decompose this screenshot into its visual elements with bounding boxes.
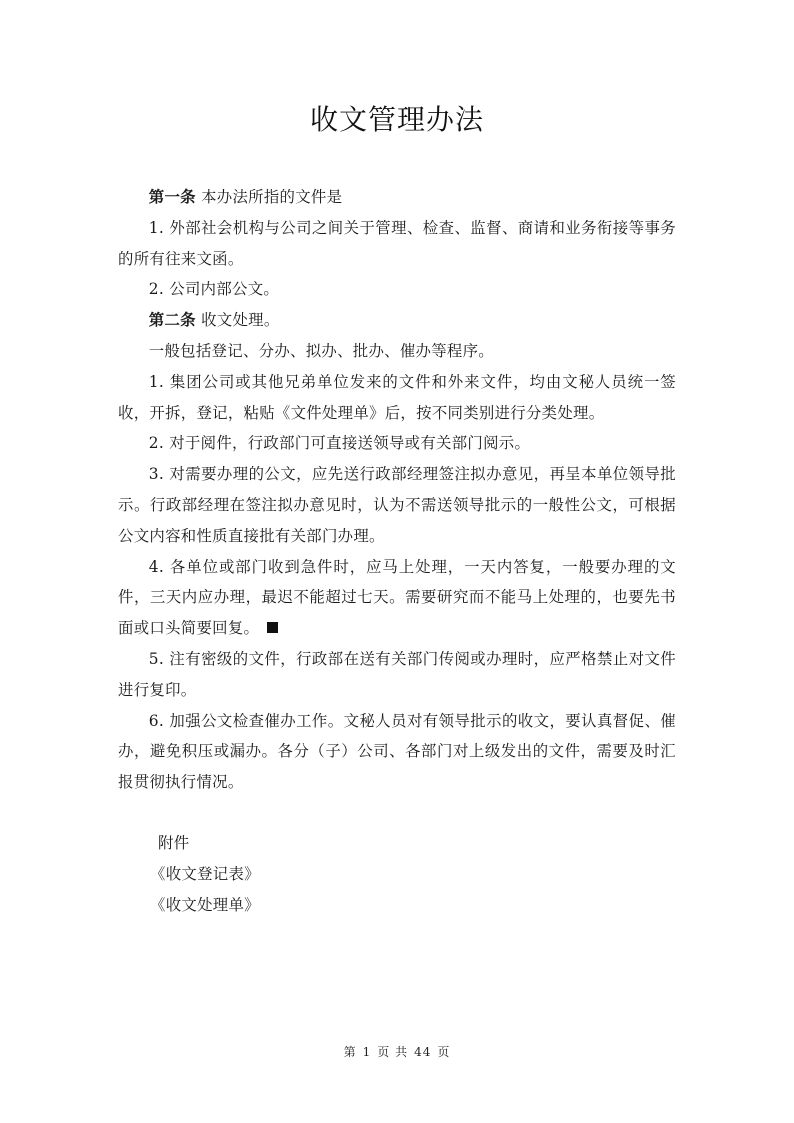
- page-footer: [0, 1043, 794, 1060]
- attachments-heading: 附件: [158, 833, 190, 852]
- footer-total-pages: 44: [414, 1045, 432, 1059]
- article-2-item-2: 2. 对于阅件，行政部门可直接送领导或有关部门阅示。: [148, 434, 531, 453]
- article-2-intro: 收文处理。: [201, 311, 280, 330]
- article-2-heading: 第二条: [148, 311, 196, 330]
- article-1-heading: 第一条: [148, 188, 196, 206]
- footer-suffix: 页: [437, 1045, 451, 1059]
- document-title: 收文管理办法: [309, 103, 484, 136]
- article-1: [118, 182, 676, 213]
- article-2-summary: 一般包括登记、分办、拟办、批办、催办等程序。: [148, 341, 494, 360]
- attachments-section: [118, 828, 676, 920]
- article-2-item-4: [118, 552, 676, 644]
- article-1-item-2: 2. 公司内部公文。: [148, 280, 280, 299]
- article-2: [118, 305, 676, 336]
- article-1-item-1: 1. 外部社会机构与公司之间关于管理、检查、监督、商请和业务衔接等事务的所有往来文函。: [118, 218, 676, 268]
- attachment-item-1: 《收文登记表》: [150, 864, 260, 883]
- article-2-item-5: 5. 注有密级的文件，行政部在送有关部门传阅或办理时，应严格禁止对文件进行复印。: [118, 649, 676, 699]
- document-body: [118, 182, 676, 920]
- end-mark-square-icon: [267, 622, 278, 633]
- article-1-intro: 本办法所指的文件是: [201, 188, 343, 206]
- article-2-item-3: 3. 对需要办理的公文，应先送行政部经理签注拟办意见，再呈本单位领导批示。行政部经理在签注拟办意见时，认为不需送领导批示的一般性公文，可根据公文内容和性质直接批有关部门办理。: [118, 465, 676, 545]
- article-2-item-1: 1. 集团公司或其他兄弟单位发来的文件和外来文件，均由文秘人员统一签收，开拆，登记，粘贴《文件处理单》后，按不同类别进行分类处理。: [118, 372, 676, 422]
- article-2-item-4-text: 4. 各单位或部门收到急件时，应马上处理，一天内答复，一般要办理的文件，三天内应办理，最迟不能超过七天。需要研究而不能马上处理的，也要先书面或口头简要回复。: [118, 557, 676, 638]
- footer-prefix: 第: [343, 1045, 357, 1059]
- attachment-item-2: 《收文处理单》: [150, 895, 260, 914]
- article-2-item-6: 6. 加强公文检查催办工作。文秘人员对有领导批示的收文，要认真督促、催办，避免积压或漏办。各分（子）公司、各部门对上级发出的文件，需要及时汇报贯彻执行情况。: [118, 711, 676, 792]
- footer-current-page: 1: [362, 1045, 372, 1059]
- footer-mid: 页 共: [377, 1045, 409, 1059]
